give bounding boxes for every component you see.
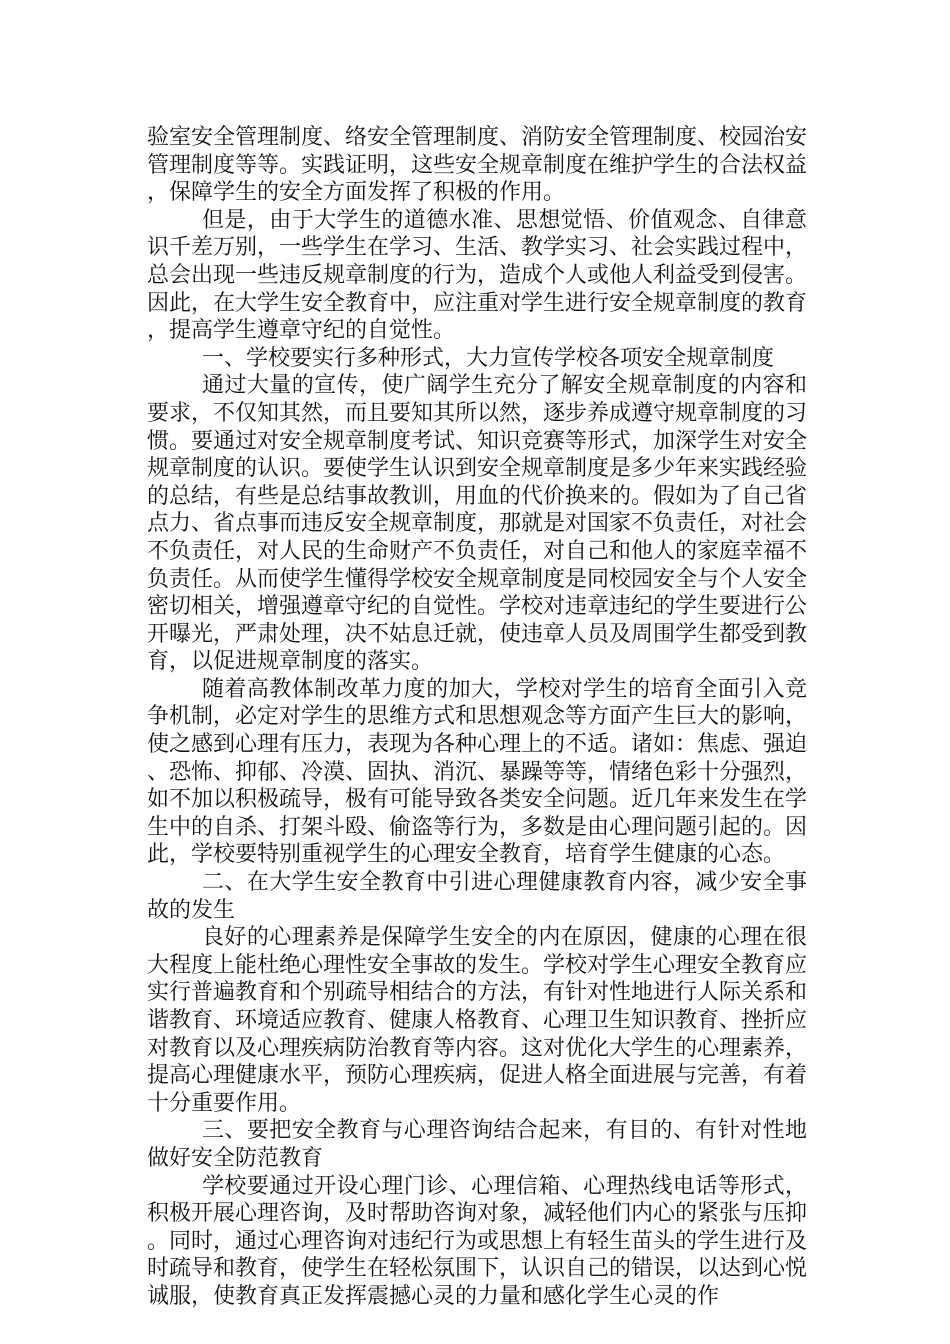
section-heading-3: 三、要把安全教育与心理咨询结合起来，有目的、有针对性地做好安全防范教育 — [147, 1118, 807, 1171]
paragraph-counseling: 学校要通过开设心理门诊、心理信箱、心理热线电话等形式，积极开展心理咨询，及时帮助咨询对象，减轻他们内心的紧张与压抑。同时，通过心理咨询对违纪行为或思想上有轻生苗头的学生进行及时疏导和教育，使学生在轻松氛围下，认识自己的错误，以达到心悦诚服，使教育真正发挥震撼心灵的力量和感化学生心灵的作 — [147, 1173, 808, 1309]
document-page — [147, 124, 807, 1311]
paragraph-continued: 验室安全管理制度、络安全管理制度、消防安全管理制度、校园治安管理制度等等。实践证明，这些安全规章制度在维护学生的合法权益，保障学生的安全方面发挥了积极的作用。 — [147, 125, 808, 206]
section-heading-1: 一、学校要实行多种形式，大力宣传学校各项安全规章制度 — [202, 345, 775, 371]
paragraph-psychological-pressure: 随着高教体制改革力度的加大，学校对学生的培育全面引入竞争机制，必定对学生的思维方式和思想观念等方面产生巨大的影响，使之感到心理有压力，表现为各种心理上的不适。诸如：焦虑、强迫、恐怖、抑郁、冷漠、固执、消沉、暴躁等等，情绪色彩十分强烈，如不加以积极疏导，极有可能导致各类安全问题。近几年来发生在学生中的自杀、打架斗殴、偷盗等行为，多数是由心理问题引起的。因此，学校要特别重视学生的心理安全教育，培育学生健康的心态。 — [147, 676, 808, 868]
paragraph-rules-violation: 但是，由于大学生的道德水准、思想觉悟、价值观念、自律意识千差万别，一些学生在学习、生活、教学实习、社会实践过程中，总会出现一些违反规章制度的行为，造成个人或他人利益受到侵害。因此，在大学生安全教育中，应注重对学生进行安全规章制度的教育，提高学生遵章守纪的自觉性。 — [147, 207, 808, 344]
section-heading-2: 二、在大学生安全教育中引进心理健康教育内容，减少安全事故的发生 — [147, 870, 807, 923]
paragraph-publicity: 通过大量的宣传，使广阔学生充分了解安全规章制度的内容和要求，不仅知其然，而且要知其所以然，逐步养成遵守规章制度的习惯。要通过对安全规章制度考试、知识竞赛等形式，加深学生对安全规章制度的认识。要使学生认识到安全规章制度是多少年来实践经验的总结，有些是总结事故教训，用血的代价换来的。假如为了自己省点力、省点事而违反安全规章制度，那就是对国家不负责任，对社会不负责任，对人民的生命财产不负责任，对自己和他人的家庭幸福不负责任。从而使学生懂得学校安全规章制度是同校园安全与个人安全密切相关，增强遵章守纪的自觉性。学校对违章违纪的学生要进行公开曝光，严肃处理，决不姑息迁就，使违章人员及周围学生都受到教育，以促进规章制度的落实。 — [147, 373, 808, 675]
paragraph-mental-health: 良好的心理素养是保障学生安全的内在原因，健康的心理在很大程度上能杜绝心理性安全事故的发生。学校对学生心理安全教育应实行普遍教育和个别疏导相结合的方法，有针对性地进行人际关系和谐教育、环境适应教育、健康人格教育、心理卫生知识教育、挫折应对教育以及心理疾病防治教育等内容。这对优化大学生的心理素养，提高心理健康水平，预防心理疾病，促进人格全面进展与完善，有着十分重要作用。 — [147, 925, 808, 1116]
